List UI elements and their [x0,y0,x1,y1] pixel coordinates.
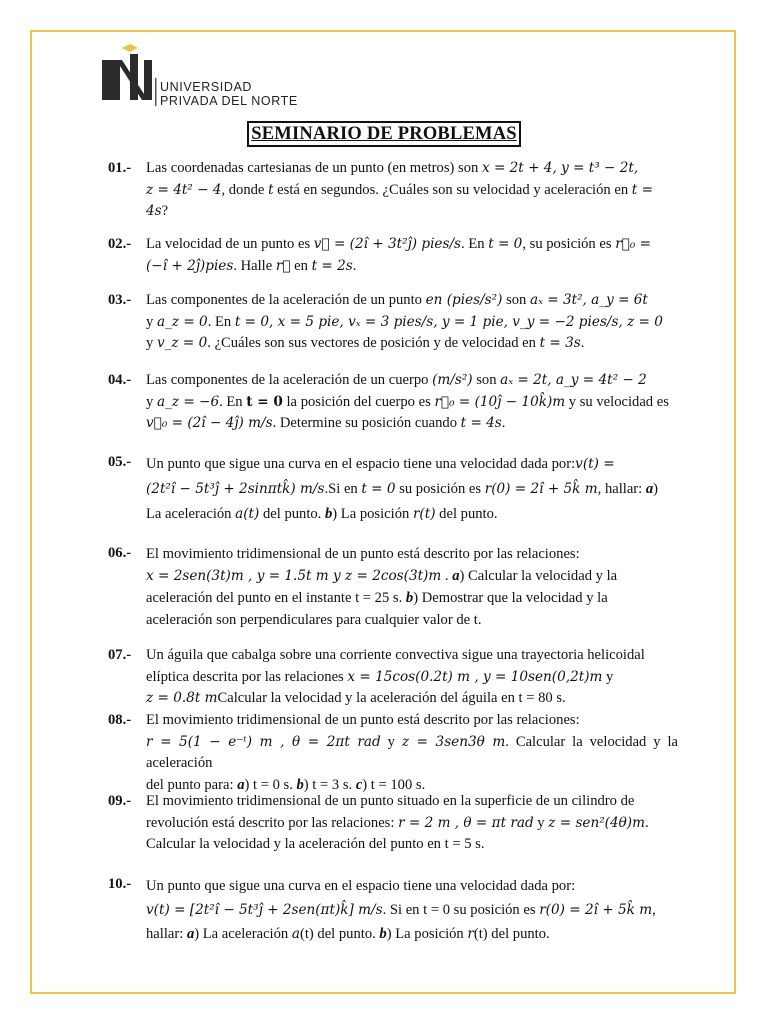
part-label: b [296,776,304,793]
part-label: b [405,590,414,606]
part-label: a [645,481,654,497]
text: ) [653,481,659,497]
text: (t) del punto. [299,926,380,942]
equation: z = sen²(4θ)m [548,814,645,831]
text: su posición es [395,481,485,497]
text: . [441,568,453,584]
text: ? [161,203,169,219]
text: , hallar: [597,481,646,497]
text: El movimiento tridimensional de un punto está descrito por las relaciones: [146,712,580,728]
equation: z = 0.8t m [146,690,218,706]
equation: (m/s²) [432,372,473,388]
equation: a_z = 0 [156,313,208,330]
problem-number: 06.- [108,545,132,561]
text: Las coordenadas cartesianas de un punto (en metros) son [146,160,482,176]
text: ) La posición [332,506,413,522]
part-label: a [237,776,245,793]
problem-09 [108,791,678,856]
text: .Si en [324,481,362,497]
text: ) t = 100 s. [362,776,426,793]
equation: v_z = 0 [156,335,208,351]
problem-01 [108,158,678,223]
text: ) La aceleración [194,926,292,942]
problem-number: 07.- [108,647,132,663]
text: , su posición es [522,236,616,252]
text: y [146,313,157,330]
problem-number: 01.- [108,160,132,176]
text: . ¿Cuáles son sus vectores de posición y de velocidad en [207,335,540,351]
text: del punto. [259,506,325,522]
text: son [502,292,530,308]
text: . En [219,393,247,410]
equation: t = [631,181,653,198]
text: Un punto que sigue una curva en el espacio tiene una velocidad dada por: [146,878,576,894]
equation: aₓ = 2t, a_y = 4t² − 2 [500,372,647,388]
text: . Calcular la velocidad y la aceleración [146,733,678,771]
text: ) La posición [386,926,468,942]
text: y [146,335,157,351]
text: La aceleración [146,506,236,522]
page-title: SEMINARIO DE PROBLEMAS [247,121,521,147]
equation: x = 15cos(0.2t) m , y = 10sen(0,2t)m [347,668,603,685]
equation: t = 0 [488,236,523,252]
text: aceleración del punto en el instante t = 25 s. [146,590,406,606]
text: Un águila que cabalga sobre una corriente convectiva sigue una trayectoria helicoidal [146,647,645,663]
text: revolución está descrito por las relaciones: [146,814,399,831]
equation: r(0) = 2î + 5k̂ m [484,481,598,497]
equation: z = 3sen3θ m [401,733,506,750]
equation: x = 2t + 4, y = t³ − 2t, [481,160,639,176]
text: y [146,393,157,410]
problem-number: 09.- [108,793,132,809]
text: Las componentes de la aceleración de un punto [146,292,426,308]
problem-number: 08.- [108,712,132,728]
text: y [602,668,614,685]
text: elíptica descrita por las relaciones [146,668,348,685]
problem-number: 04.- [108,372,132,388]
text: ) Demostrar que la velocidad y la [413,590,608,606]
text: , [652,902,656,918]
equation: v⃗₀ = (2î − 4ĵ) m/s [146,415,273,431]
problem-number: 05.- [108,454,132,470]
equation: r⃗ [275,257,291,274]
equation: t = 2s [311,257,353,274]
equation: t = 0 [361,481,396,497]
text: . [501,415,506,431]
equation: x = 2sen(3t)m , y = 1.5t m y z = 2cos(3t)m [146,568,442,584]
equation: t = 4s [460,415,502,431]
equation: r⃗₀ = [615,236,652,252]
equation: r⃗₀ = (10ĵ − 10k̂)m [434,393,566,410]
problem-08 [108,710,678,796]
equation: t = 0 [246,393,283,410]
text: (t) del punto. [473,926,550,942]
equation: (2t²î − 5t³ĵ + 2sinπtk̂) m/s [146,481,325,497]
text: . En [461,236,489,252]
problem-10 [108,874,678,946]
text: y su velocidad es [565,393,669,410]
logo-line-1: UNIVERSIDAD [160,80,253,94]
text: , donde [221,181,269,198]
equation: r = 2 m , θ = πt rad [398,814,534,831]
problem-06 [108,543,678,631]
text: . [580,335,585,351]
text: . Si en t = 0 su posición es [382,902,540,918]
text: y [533,814,549,831]
logo-line-2: PRIVADA DEL NORTE [160,94,298,108]
equation: (−î + 2ĵ)pies [146,257,234,274]
text: del punto. [435,506,498,522]
text: Un punto que sigue una curva en el espacio tiene una velocidad dada por: [146,456,576,472]
problem-03 [108,290,678,355]
text: la posición del cuerpo es [282,393,435,410]
part-label: a [452,568,460,584]
text: ) t = 0 s. [244,776,297,793]
text: . Determine su posición cuando [272,415,461,431]
part-label: b [379,926,387,942]
text: Calcular la velocidad y la aceleración del punto en t = 5 s. [146,836,485,852]
text: El movimiento tridimensional de un punto está descrito por las relaciones: [146,546,580,562]
problem-02 [108,234,678,277]
text: son [472,372,501,388]
text: hallar: [146,926,187,942]
text: . En [207,313,235,330]
part-label: b [324,506,333,522]
text: y [380,733,402,750]
text: La velocidad de un punto es [146,236,314,252]
problem-number: 10.- [108,876,132,892]
text: aceleración son perpendiculares para cualquier valor de t. [146,612,482,628]
text: . [645,814,649,831]
equation: t = 0, x = 5 pie, vₓ = 3 pies/s, y = 1 pie, v_y = −2 pies/s, z = 0 [234,313,663,330]
text: Calcular la velocidad y la aceleración del águila en t = 80 s. [217,690,566,706]
text: Las componentes de la aceleración de un cuerpo [146,372,433,388]
text: ) Calcular la velocidad y la [459,568,618,584]
problem-05 [108,452,678,527]
problem-number: 02.- [108,236,132,252]
equation: 4s [146,203,162,219]
equation: r(0) = 2î + 5k̂ m [539,902,653,918]
text: . Halle [233,257,276,274]
part-label: a [186,926,195,942]
equation: en (pies/s²) [425,292,503,308]
text: . [352,257,357,274]
variable: t [268,181,274,198]
equation: v⃗ = (2î + 3t²ĵ) pies/s [313,236,462,252]
problem-07 [108,645,678,710]
equation: r(t) [412,506,436,522]
problem-number: 03.- [108,292,132,308]
equation: a_z = −6 [156,393,220,410]
text: El movimiento tridimensional de un punto situado en la superficie de un cilindro de [146,793,635,809]
text: del punto para: [146,776,238,793]
variable: r [467,926,474,942]
equation: z = 4t² − 4 [146,181,222,198]
part-label: c [355,776,363,793]
text: está en segundos. ¿Cuáles son su velocidad y aceleración en [273,181,632,198]
equation: v(t) = [2t²î − 5t³ĵ + 2sen(πt)k̂] m/s [146,902,383,918]
problem-04 [108,370,678,435]
equation: aₓ = 3t², a_y = 6t [530,292,648,308]
variable: a [291,926,300,942]
logo-text [160,80,298,108]
equation: t = 3s [539,335,581,351]
equation: v(t) = [575,456,615,472]
text: ) t = 3 s. [303,776,356,793]
equation: r = 5(1 − e⁻ᵗ) m , θ = 2πt rad [146,733,381,750]
equation: a(t) [235,506,260,522]
text: en [290,257,312,274]
